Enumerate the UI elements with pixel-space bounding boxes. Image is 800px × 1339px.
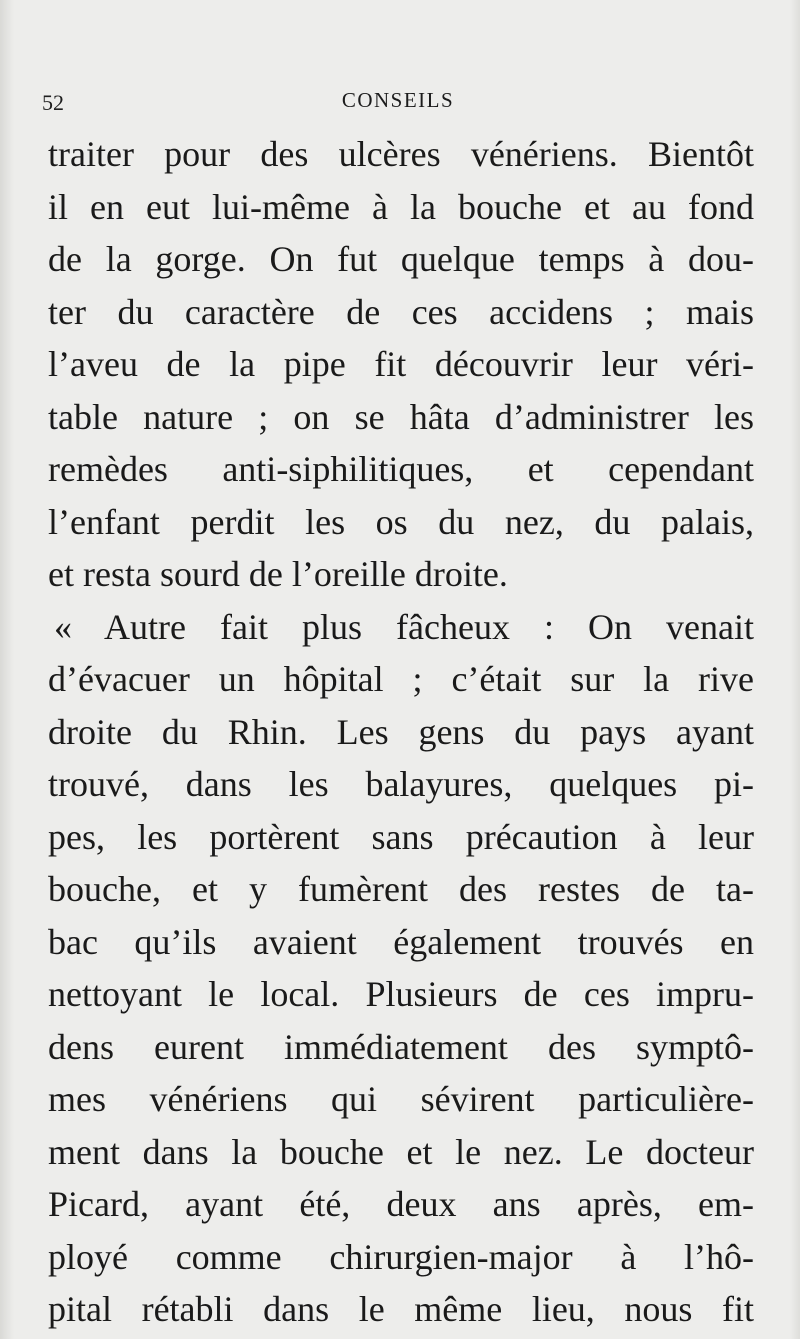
text-line: ter du caractère de ces accidens ; mais — [48, 291, 754, 332]
text-line: il en eut lui-même à la bouche et au fond — [48, 186, 754, 227]
text-line: dens eurent immédiatement des symptô- — [48, 1026, 754, 1067]
text-line: bouche, et y fumèrent des restes de ta- — [48, 869, 754, 909]
text-line: l’enfant perdit les os du nez, du palais, — [48, 501, 754, 542]
page-right-edge — [790, 0, 800, 1339]
page-left-edge — [0, 0, 14, 1339]
text-line: de la gorge. On fut quelque temps à dou- — [48, 239, 754, 279]
text-line: ployé comme chirurgien-major à l’hô- — [48, 1236, 754, 1277]
text-line: droite du Rhin. Les gens du pays ayant — [48, 711, 754, 752]
text-line: traiter pour des ulcères vénériens. Bientôt — [48, 134, 754, 174]
text-line: trouvé, dans les balayures, quelques pi- — [48, 764, 754, 804]
text-line: d’évacuer un hôpital ; c’était sur la rive — [48, 659, 754, 699]
text-line: nettoyant le local. Plusieurs de ces impru- — [48, 974, 754, 1014]
body-text — [48, 128, 754, 1336]
text-line: « Autre fait plus fâcheux : On venait — [54, 606, 754, 647]
text-line: l’aveu de la pipe fit découvrir leur véri- — [48, 344, 754, 384]
text-line: pes, les portèrent sans précaution à leur — [48, 816, 754, 857]
text-line: table nature ; on se hâta d’administrer les — [48, 396, 754, 437]
running-head: CONSEILS — [341, 88, 455, 112]
page-number: 52 — [42, 90, 64, 115]
text-line: bac qu’ils avaient également trouvés en — [48, 921, 754, 962]
text-line: pital rétabli dans le même lieu, nous fit — [48, 1289, 754, 1329]
page-header — [42, 86, 754, 118]
text-line: ment dans la bouche et le nez. Le docteur — [48, 1131, 754, 1172]
text-line: Picard, ayant été, deux ans après, em- — [48, 1184, 754, 1224]
text-line: mes vénériens qui sévirent particulière- — [48, 1079, 754, 1119]
text-line: et resta sourd de l’oreille droite. — [48, 554, 508, 594]
text-line: remèdes anti-siphilitiques, et cependant — [48, 449, 754, 489]
